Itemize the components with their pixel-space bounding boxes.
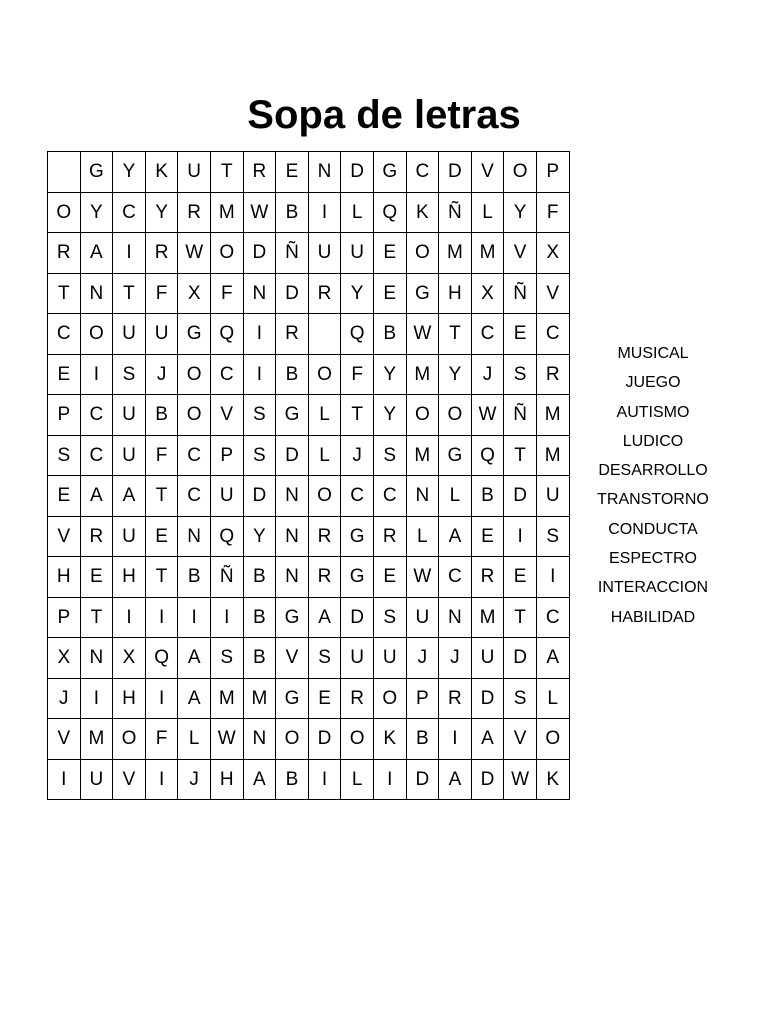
grid-cell: R xyxy=(308,516,341,557)
grid-cell: H xyxy=(439,273,472,314)
grid-cell: H xyxy=(210,759,243,800)
grid-cell: I xyxy=(80,678,113,719)
grid-cell: B xyxy=(243,638,276,679)
grid-cell: G xyxy=(80,152,113,193)
grid-cell: U xyxy=(210,476,243,517)
grid-cell: J xyxy=(145,354,178,395)
grid-cell: S xyxy=(308,638,341,679)
grid-cell: A xyxy=(178,638,211,679)
grid-cell: T xyxy=(504,597,537,638)
grid-cell: A xyxy=(178,678,211,719)
grid-cell: U xyxy=(341,233,374,274)
grid-row xyxy=(48,597,570,638)
grid-cell: M xyxy=(406,435,439,476)
grid-cell: J xyxy=(178,759,211,800)
grid-cell: B xyxy=(145,395,178,436)
grid-row xyxy=(48,719,570,760)
grid-cell: D xyxy=(341,152,374,193)
grid-cell: D xyxy=(471,678,504,719)
grid-cell: S xyxy=(373,597,406,638)
grid-cell: W xyxy=(406,314,439,355)
grid-row xyxy=(48,395,570,436)
grid-cell: V xyxy=(48,516,81,557)
grid-cell: U xyxy=(308,233,341,274)
grid-cell: O xyxy=(536,719,569,760)
grid-cell: U xyxy=(341,638,374,679)
word-list-item: MUSICAL xyxy=(617,345,689,362)
grid-cell: E xyxy=(373,233,406,274)
grid-cell: F xyxy=(536,192,569,233)
grid-cell: G xyxy=(439,435,472,476)
grid-cell: N xyxy=(276,516,309,557)
grid-cell: P xyxy=(210,435,243,476)
grid-cell: R xyxy=(471,557,504,598)
grid-cell: U xyxy=(178,152,211,193)
grid-cell: D xyxy=(504,638,537,679)
grid-cell: S xyxy=(113,354,146,395)
grid-cell: O xyxy=(80,314,113,355)
grid-cell: I xyxy=(113,233,146,274)
grid-cell: W xyxy=(406,557,439,598)
grid-cell: I xyxy=(536,557,569,598)
grid-cell: J xyxy=(406,638,439,679)
grid-cell: S xyxy=(210,638,243,679)
grid-cell: R xyxy=(178,192,211,233)
grid-cell: G xyxy=(341,557,374,598)
grid-cell: Y xyxy=(504,192,537,233)
word-list xyxy=(588,339,718,632)
grid-cell: I xyxy=(178,597,211,638)
grid-cell: G xyxy=(276,678,309,719)
grid-cell: P xyxy=(536,152,569,193)
grid-cell: O xyxy=(308,354,341,395)
grid-cell: L xyxy=(178,719,211,760)
grid-row xyxy=(48,192,570,233)
grid-row xyxy=(48,354,570,395)
grid-cell: K xyxy=(373,719,406,760)
grid-cell: A xyxy=(243,759,276,800)
grid-cell: Y xyxy=(243,516,276,557)
grid-cell: S xyxy=(373,435,406,476)
grid-cell: N xyxy=(80,638,113,679)
grid-cell: W xyxy=(504,759,537,800)
grid-cell: D xyxy=(276,435,309,476)
grid-cell: J xyxy=(341,435,374,476)
grid-cell: J xyxy=(471,354,504,395)
grid-cell: R xyxy=(308,557,341,598)
grid-cell: T xyxy=(80,597,113,638)
grid-cell: R xyxy=(276,314,309,355)
grid-cell: N xyxy=(178,516,211,557)
grid-row xyxy=(48,557,570,598)
grid-cell: N xyxy=(276,557,309,598)
grid-cell xyxy=(48,152,81,193)
word-list-item: INTERACCION xyxy=(597,579,709,597)
grid-cell: U xyxy=(113,314,146,355)
grid-cell: M xyxy=(471,233,504,274)
grid-cell: N xyxy=(80,273,113,314)
grid-cell: M xyxy=(536,395,569,436)
grid-cell: U xyxy=(536,476,569,517)
grid-cell: L xyxy=(439,476,472,517)
grid-cell: X xyxy=(178,273,211,314)
grid-row xyxy=(48,314,570,355)
word-search-grid xyxy=(47,151,570,800)
grid-cell: Y xyxy=(341,273,374,314)
word-list-item: TRANSTORNO xyxy=(597,491,709,509)
grid-cell: K xyxy=(536,759,569,800)
grid-cell: L xyxy=(308,395,341,436)
grid-cell: B xyxy=(276,192,309,233)
grid-cell: O xyxy=(276,719,309,760)
grid-cell: Y xyxy=(373,395,406,436)
grid-cell: I xyxy=(145,678,178,719)
grid-cell: B xyxy=(243,557,276,598)
grid-cell: C xyxy=(536,597,569,638)
grid-cell: I xyxy=(308,759,341,800)
grid-cell: I xyxy=(243,354,276,395)
grid-cell: L xyxy=(341,192,374,233)
grid-cell: S xyxy=(243,395,276,436)
grid-row xyxy=(48,516,570,557)
grid-cell: G xyxy=(373,152,406,193)
grid-cell: Q xyxy=(471,435,504,476)
word-list-item: ESPECTRO xyxy=(608,550,697,568)
grid-cell: C xyxy=(178,476,211,517)
grid-cell: I xyxy=(373,759,406,800)
grid-cell: D xyxy=(341,597,374,638)
grid-cell: S xyxy=(504,354,537,395)
grid-cell: E xyxy=(145,516,178,557)
grid-cell: I xyxy=(210,597,243,638)
grid-cell: U xyxy=(373,638,406,679)
grid-cell: K xyxy=(145,152,178,193)
grid-cell: A xyxy=(536,638,569,679)
grid-cell: G xyxy=(276,597,309,638)
grid-row xyxy=(48,273,570,314)
grid-cell: I xyxy=(504,516,537,557)
grid-cell: U xyxy=(471,638,504,679)
grid-cell: E xyxy=(308,678,341,719)
grid-cell: E xyxy=(276,152,309,193)
grid-cell: T xyxy=(341,395,374,436)
word-list-item: JUEGO xyxy=(625,374,681,392)
grid-cell: S xyxy=(536,516,569,557)
grid-cell: B xyxy=(373,314,406,355)
grid-cell: Y xyxy=(373,354,406,395)
grid-cell: V xyxy=(276,638,309,679)
grid-cell: R xyxy=(48,233,81,274)
grid-cell: R xyxy=(536,354,569,395)
grid-cell: D xyxy=(243,233,276,274)
grid-cell: Ñ xyxy=(504,273,537,314)
grid-cell: Y xyxy=(439,354,472,395)
grid-cell: O xyxy=(178,354,211,395)
grid-cell: E xyxy=(504,557,537,598)
grid-cell: L xyxy=(536,678,569,719)
grid-cell: Q xyxy=(210,314,243,355)
grid-cell: A xyxy=(113,476,146,517)
grid-cell: E xyxy=(48,476,81,517)
grid-cell: S xyxy=(243,435,276,476)
grid-cell: N xyxy=(439,597,472,638)
grid-cell: L xyxy=(341,759,374,800)
grid-cell: W xyxy=(471,395,504,436)
grid-cell: V xyxy=(471,152,504,193)
grid-cell: E xyxy=(373,273,406,314)
grid-cell: O xyxy=(210,233,243,274)
grid-cell: L xyxy=(471,192,504,233)
grid-cell: O xyxy=(178,395,211,436)
grid-cell: C xyxy=(113,192,146,233)
grid-cell: D xyxy=(276,273,309,314)
grid-cell: E xyxy=(504,314,537,355)
grid-cell: D xyxy=(308,719,341,760)
grid-cell: A xyxy=(80,233,113,274)
grid-cell: C xyxy=(210,354,243,395)
grid-cell: N xyxy=(406,476,439,517)
grid-cell: U xyxy=(113,395,146,436)
grid-cell: D xyxy=(406,759,439,800)
grid-cell: V xyxy=(504,233,537,274)
grid-row xyxy=(48,678,570,719)
grid-cell: Y xyxy=(80,192,113,233)
grid-cell: D xyxy=(243,476,276,517)
grid-cell: V xyxy=(48,719,81,760)
grid-cell: D xyxy=(439,152,472,193)
grid-cell: W xyxy=(178,233,211,274)
grid-cell: G xyxy=(276,395,309,436)
grid-cell: M xyxy=(80,719,113,760)
grid-cell: F xyxy=(341,354,374,395)
grid-cell: C xyxy=(178,435,211,476)
grid-cell: Ñ xyxy=(439,192,472,233)
grid-cell: I xyxy=(48,759,81,800)
grid-cell: Q xyxy=(373,192,406,233)
grid-cell: V xyxy=(210,395,243,436)
grid-cell: N xyxy=(276,476,309,517)
grid-cell: J xyxy=(48,678,81,719)
grid-cell: V xyxy=(113,759,146,800)
grid-row xyxy=(48,476,570,517)
grid-cell: C xyxy=(341,476,374,517)
grid-cell: J xyxy=(439,638,472,679)
grid-cell: C xyxy=(373,476,406,517)
grid-cell: M xyxy=(439,233,472,274)
grid-cell: L xyxy=(308,435,341,476)
grid-cell xyxy=(308,314,341,355)
grid-cell: B xyxy=(406,719,439,760)
grid-cell: F xyxy=(145,273,178,314)
word-list-item: AUTISMO xyxy=(616,403,690,421)
word-list-item: LUDICO xyxy=(622,432,684,450)
word-list-item: HABILIDAD xyxy=(610,608,696,626)
grid-cell: R xyxy=(439,678,472,719)
grid-cell: X xyxy=(48,638,81,679)
grid-cell: A xyxy=(471,719,504,760)
grid-cell: I xyxy=(113,597,146,638)
grid-cell: C xyxy=(48,314,81,355)
grid-cell: B xyxy=(276,354,309,395)
grid-cell: F xyxy=(210,273,243,314)
grid-cell: A xyxy=(439,516,472,557)
grid-cell: S xyxy=(48,435,81,476)
grid-cell: M xyxy=(471,597,504,638)
grid-cell: T xyxy=(145,476,178,517)
grid-cell: O xyxy=(113,719,146,760)
grid-cell: M xyxy=(243,678,276,719)
grid-cell: C xyxy=(80,395,113,436)
grid-cell: E xyxy=(48,354,81,395)
grid-cell: W xyxy=(210,719,243,760)
grid-cell: V xyxy=(536,273,569,314)
grid-cell: R xyxy=(341,678,374,719)
grid-cell: W xyxy=(243,192,276,233)
grid-cell: P xyxy=(48,395,81,436)
word-list-item: DESARROLLO xyxy=(598,462,708,480)
grid-cell: F xyxy=(145,435,178,476)
grid-cell: T xyxy=(48,273,81,314)
grid-cell: O xyxy=(406,395,439,436)
grid-cell: B xyxy=(471,476,504,517)
page-title: Sopa de letras xyxy=(247,92,521,137)
grid-cell: A xyxy=(80,476,113,517)
grid-cell: E xyxy=(471,516,504,557)
grid-cell: C xyxy=(406,152,439,193)
grid-cell: T xyxy=(113,273,146,314)
grid-cell: E xyxy=(80,557,113,598)
grid-cell: I xyxy=(145,597,178,638)
grid-cell: C xyxy=(439,557,472,598)
grid-cell: U xyxy=(145,314,178,355)
grid-cell: I xyxy=(80,354,113,395)
grid-cell: I xyxy=(145,759,178,800)
grid-cell: Y xyxy=(145,192,178,233)
grid-cell: Q xyxy=(145,638,178,679)
grid-cell: C xyxy=(80,435,113,476)
grid-cell: V xyxy=(504,719,537,760)
grid-cell: Ñ xyxy=(276,233,309,274)
word-list-item: CONDUCTA xyxy=(608,520,698,538)
grid-cell: B xyxy=(276,759,309,800)
grid-cell: Ñ xyxy=(210,557,243,598)
grid-cell: Q xyxy=(210,516,243,557)
grid-cell: R xyxy=(80,516,113,557)
grid-cell: U xyxy=(113,516,146,557)
grid-cell: O xyxy=(308,476,341,517)
grid-cell: M xyxy=(210,192,243,233)
grid-cell: U xyxy=(80,759,113,800)
grid-row xyxy=(48,152,570,193)
grid-cell: U xyxy=(113,435,146,476)
grid-cell: X xyxy=(471,273,504,314)
grid-row xyxy=(48,435,570,476)
grid-cell: Ñ xyxy=(504,395,537,436)
grid-cell: R xyxy=(145,233,178,274)
grid-cell: T xyxy=(210,152,243,193)
grid-cell: U xyxy=(406,597,439,638)
grid-cell: P xyxy=(406,678,439,719)
grid-cell: A xyxy=(439,759,472,800)
grid-cell: M xyxy=(536,435,569,476)
grid-cell: O xyxy=(439,395,472,436)
grid-cell: T xyxy=(504,435,537,476)
grid-cell: O xyxy=(406,233,439,274)
grid-cell: O xyxy=(373,678,406,719)
grid-cell: F xyxy=(145,719,178,760)
grid-cell: B xyxy=(243,597,276,638)
grid-row xyxy=(48,638,570,679)
grid-cell: G xyxy=(178,314,211,355)
grid-cell: R xyxy=(373,516,406,557)
grid-cell: X xyxy=(113,638,146,679)
grid-cell: B xyxy=(178,557,211,598)
grid-cell: G xyxy=(341,516,374,557)
grid-cell: R xyxy=(308,273,341,314)
grid-cell: D xyxy=(471,759,504,800)
grid-cell: S xyxy=(504,678,537,719)
grid-cell: Q xyxy=(341,314,374,355)
grid-cell: A xyxy=(308,597,341,638)
grid-cell: D xyxy=(504,476,537,517)
grid-cell: C xyxy=(536,314,569,355)
grid-cell: K xyxy=(406,192,439,233)
grid-cell: I xyxy=(243,314,276,355)
grid-cell: G xyxy=(406,273,439,314)
grid-cell: Y xyxy=(113,152,146,193)
grid-row xyxy=(48,233,570,274)
grid-cell: O xyxy=(48,192,81,233)
grid-cell: N xyxy=(243,719,276,760)
grid-cell: I xyxy=(308,192,341,233)
grid-cell: T xyxy=(439,314,472,355)
grid-cell: N xyxy=(308,152,341,193)
grid-cell: P xyxy=(48,597,81,638)
grid-cell: N xyxy=(243,273,276,314)
grid-cell: E xyxy=(373,557,406,598)
grid-cell: T xyxy=(145,557,178,598)
grid-cell: X xyxy=(536,233,569,274)
grid-cell: L xyxy=(406,516,439,557)
grid-cell: O xyxy=(504,152,537,193)
grid-cell: M xyxy=(210,678,243,719)
grid-cell: H xyxy=(113,678,146,719)
grid-cell: C xyxy=(471,314,504,355)
grid-row xyxy=(48,759,570,800)
grid-cell: O xyxy=(341,719,374,760)
grid-cell: H xyxy=(113,557,146,598)
grid-cell: H xyxy=(48,557,81,598)
grid-cell: I xyxy=(439,719,472,760)
grid-cell: M xyxy=(406,354,439,395)
grid-cell: R xyxy=(243,152,276,193)
